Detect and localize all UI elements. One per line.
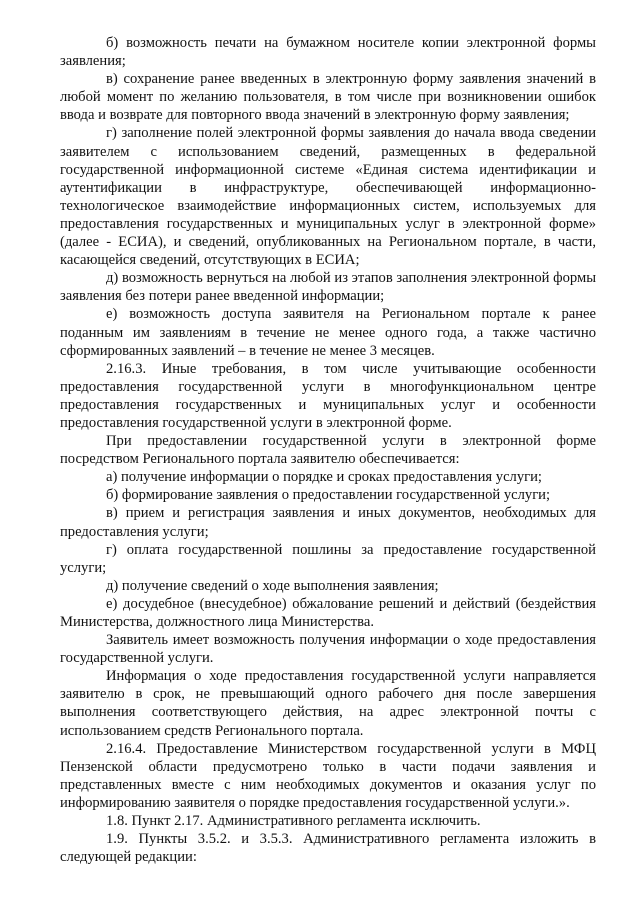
paragraph-applicant-info: Заявитель имеет возможность получения информации о ходе предоставления государственной услуги. (60, 632, 596, 667)
paragraph-status-notification: Информация о ходе предоставления государственной услуги направляется заявителю в срок, не превышающий одного рабочего дня после завершения выполнения соответствующего действия, на адрес электронной почты с использованием средств Регионального портала. (60, 668, 596, 739)
list-item-d-status: д) получение сведений о ходе выполнения заявления; (106, 577, 439, 594)
list-item-v-registration: в) прием и регистрация заявления и иных документов, необходимых для предоставления услуги; (60, 505, 596, 540)
list-item-e-appeal: е) досудебное (внесудебное) обжалование решений и действий (бездействия Министерства, должностного лица Министерства. (60, 595, 596, 630)
paragraph-item-e-access-history: е) возможность доступа заявителя на Региональном портале к ранее поданным им заявлениям в течение не менее одного года, а также частично сформированных заявлений – в течение не менее 3 месяцев. (60, 306, 596, 359)
paragraph-2-16-4: 2.16.4. Предоставление Министерством государственной услуги в МФЦ Пензенской области предусмотрено только в части подачи заявления и представленных вместе с ним необходимых документов и оказания услуг по информированию заявителя о порядке предоставления государственной услуги.». (60, 740, 596, 811)
paragraph-item-v-save-values: в) сохранение ранее введенных в электронную форму заявления значений в любой момент по желанию пользователя, в том числе при возникновении ошибок ввода и возврате для повторного ввода значений в электронную форму заявления; (60, 71, 596, 124)
paragraph-item-g-prefill-esia: г) заполнение полей электронной формы заявления до начала ввода сведении заявителем с использованием сведений, размещенных в федеральной государственной информационной системе «Единая система идентификации и аутентификации в инфраструктуре, обеспечивающей информационно-технологическое взаимодействие информационных систем, используемых для предоставления государственных и муниципальных услуг в электронной форме» (далее - ЕСИА), и сведений, опубликованных на Региональном портале, в части, касающейся сведений, отсутствующих в ЕСИА; (60, 125, 596, 269)
paragraph-electronic-provision: При предоставлении государственной услуги в электронной форме посредством Регионального портала заявителю обеспечивается: (60, 433, 596, 468)
paragraph-1-9: 1.9. Пункты 3.5.2. и 3.5.3. Административного регламента изложить в следующей редакции: (60, 831, 596, 866)
document-page (60, 34, 596, 866)
list-item-g-payment: г) оплата государственной пошлины за предоставление государственной услуги; (60, 541, 596, 576)
paragraph-item-d-return-step: д) возможность вернуться на любой из этапов заполнения электронной формы заявления без потери ранее введенной информации; (60, 270, 596, 305)
paragraph-item-b-print: б) возможность печати на бумажном носителе копии электронной формы заявления; (60, 35, 596, 70)
paragraph-1-8: 1.8. Пункт 2.17. Административного регламента исключить. (106, 813, 481, 830)
list-item-b-application: б) формирование заявления о предоставлении государственной услуги; (106, 487, 551, 504)
paragraph-2-16-3: 2.16.3. Иные требования, в том числе учитывающие особенности предоставления государственной услуги в многофункциональном центре предоставления государственных и муниципальных услуг и особенности предоставления государственной услуги в электронной форме. (60, 360, 596, 431)
list-item-a-info: а) получение информации о порядке и сроках предоставления услуги; (106, 469, 542, 486)
